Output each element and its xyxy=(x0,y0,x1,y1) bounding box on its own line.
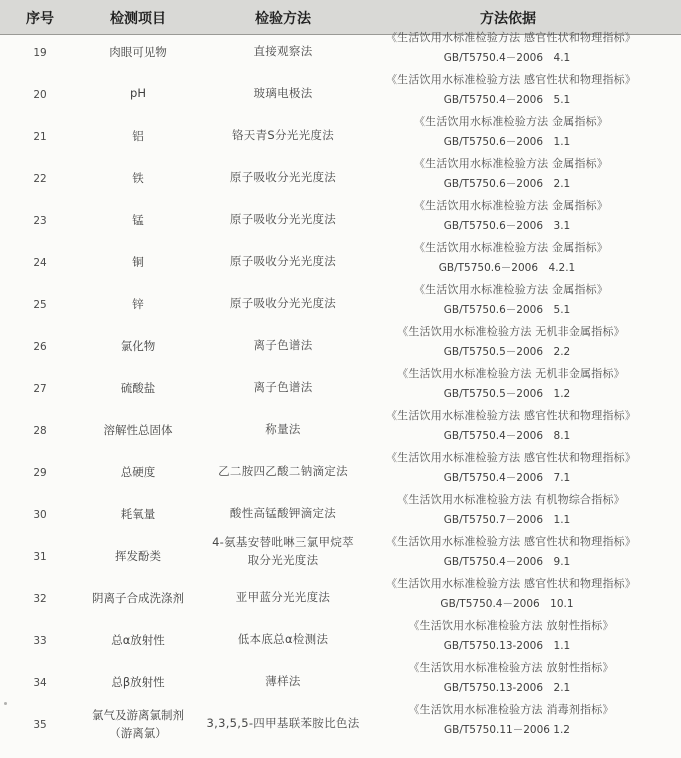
row-method: 亚甲蓝分光光度法 xyxy=(235,590,331,604)
table-row xyxy=(0,487,681,529)
row-no: 21 xyxy=(33,131,47,143)
header-no: 序号 xyxy=(26,11,54,27)
row-basis-title: 《生活饮用水标准检验方法 感官性状和物理指标》 xyxy=(385,451,637,464)
row-basis-code: GB/T5750.7－2006 1.1 xyxy=(443,514,571,526)
table-row xyxy=(0,445,681,487)
row-basis-code: GB/T5750.13-2006 1.1 xyxy=(443,640,571,652)
row-item: 总α放射性 xyxy=(111,633,165,647)
row-item: 总硬度 xyxy=(120,465,156,479)
row-basis-code: GB/T5750.11－2006 1.2 xyxy=(444,724,570,736)
row-no: 22 xyxy=(33,173,47,185)
row-no: 35 xyxy=(33,719,47,731)
row-method: 酸性高锰酸钾滴定法 xyxy=(229,506,337,520)
row-method: 薄样法 xyxy=(265,674,301,688)
row-item-line2: （游离氯） xyxy=(109,726,167,740)
row-method: 称量法 xyxy=(265,422,301,436)
row-basis-title: 《生活饮用水标准检验方法 金属指标》 xyxy=(413,199,609,212)
row-no: 33 xyxy=(33,635,47,647)
row-no: 25 xyxy=(33,299,47,311)
row-basis-code: GB/T5750.13-2006 2.1 xyxy=(443,682,571,694)
table-row xyxy=(0,193,681,235)
table-row xyxy=(0,529,681,571)
row-no: 19 xyxy=(33,47,47,59)
row-no: 31 xyxy=(33,551,47,563)
row-method: 离子色谱法 xyxy=(253,338,313,352)
row-basis-title: 《生活饮用水标准检验方法 感官性状和物理指标》 xyxy=(385,73,637,86)
row-item: 铁 xyxy=(132,171,144,185)
row-method: 玻璃电极法 xyxy=(253,86,313,100)
row-method: 原子吸收分光光度法 xyxy=(229,212,337,226)
table-row xyxy=(0,655,681,697)
row-item: 总β放射性 xyxy=(111,675,165,689)
row-method: 离子色谱法 xyxy=(253,380,313,394)
row-method: 乙二胺四乙酸二钠滴定法 xyxy=(218,464,348,478)
row-no: 34 xyxy=(33,677,47,689)
row-method-line1: 4-氨基安替吡啉三氯甲烷萃 xyxy=(212,535,354,549)
row-basis-title: 《生活饮用水标准检验方法 感官性状和物理指标》 xyxy=(385,409,637,422)
row-basis-code: GB/T5750.5－2006 2.2 xyxy=(443,346,571,358)
row-basis-title: 《生活饮用水标准检验方法 无机非金属指标》 xyxy=(397,325,625,338)
row-item-line1: 氯气及游离氯制剂 xyxy=(92,708,184,722)
table-row xyxy=(0,67,681,109)
row-no: 32 xyxy=(33,593,47,605)
table-row xyxy=(0,277,681,319)
row-basis-title: 《生活饮用水标准检验方法 感官性状和物理指标》 xyxy=(385,535,637,548)
header-item: 检测项目 xyxy=(110,11,166,27)
row-basis-title: 《生活饮用水标准检验方法 有机物综合指标》 xyxy=(397,493,625,506)
row-basis-title: 《生活饮用水标准检验方法 金属指标》 xyxy=(413,157,609,170)
row-basis-code: GB/T5750.6－2006 1.1 xyxy=(443,136,571,148)
table-row xyxy=(0,151,681,193)
table-row xyxy=(0,613,681,655)
row-basis-code: GB/T5750.6－2006 2.1 xyxy=(443,178,571,190)
row-item: 阴离子合成洗涤剂 xyxy=(92,591,184,605)
row-no: 28 xyxy=(33,425,47,437)
row-item: 肉眼可见物 xyxy=(109,45,167,59)
row-no: 20 xyxy=(33,89,47,101)
row-basis-title: 《生活饮用水标准检验方法 金属指标》 xyxy=(413,241,609,254)
scan-speck xyxy=(4,702,7,705)
row-method: 原子吸收分光光度法 xyxy=(229,170,337,184)
table-row xyxy=(0,571,681,613)
table-row xyxy=(0,235,681,277)
row-item: 锰 xyxy=(132,213,144,227)
row-basis-title: 《生活饮用水标准检验方法 感官性状和物理指标》 xyxy=(385,577,637,590)
row-basis-code: GB/T5750.4－2006 4.1 xyxy=(443,52,571,64)
row-basis-code: GB/T5750.4－2006 8.1 xyxy=(443,430,571,442)
table-row xyxy=(0,25,681,67)
row-basis-title: 《生活饮用水标准检验方法 放射性指标》 xyxy=(408,661,614,674)
row-item: 挥发酚类 xyxy=(115,549,161,563)
row-item: 铜 xyxy=(132,255,144,269)
row-basis-code: GB/T5750.4－2006 9.1 xyxy=(443,556,571,568)
row-method: 原子吸收分光光度法 xyxy=(229,296,337,310)
table-row xyxy=(0,697,681,739)
row-item: 氯化物 xyxy=(120,339,156,353)
row-basis-code: GB/T5750.6－2006 5.1 xyxy=(443,304,571,316)
row-method: 铬天青S分光光度法 xyxy=(232,128,334,142)
header-basis: 方法依据 xyxy=(480,11,536,27)
table-body xyxy=(0,25,681,739)
row-item: 硫酸盐 xyxy=(120,381,156,395)
row-basis-title: 《生活饮用水标准检验方法 金属指标》 xyxy=(413,283,609,296)
table-row xyxy=(0,361,681,403)
row-basis-title: 《生活饮用水标准检验方法 感官性状和物理指标》 xyxy=(385,31,637,44)
row-method: 低本底总α检测法 xyxy=(237,632,329,646)
row-no: 27 xyxy=(33,383,47,395)
row-item: 铝 xyxy=(132,129,144,143)
row-item: 溶解性总固体 xyxy=(103,423,173,437)
row-basis-title: 《生活饮用水标准检验方法 消毒剂指标》 xyxy=(408,703,614,716)
table-row xyxy=(0,403,681,445)
row-no: 26 xyxy=(33,341,47,353)
row-no: 30 xyxy=(33,509,47,521)
row-method: 原子吸收分光光度法 xyxy=(229,254,337,268)
row-basis-code: GB/T5750.6－2006 4.2.1 xyxy=(438,262,576,274)
table-row xyxy=(0,109,681,151)
row-no: 24 xyxy=(33,257,47,269)
row-basis-title: 《生活饮用水标准检验方法 金属指标》 xyxy=(413,115,609,128)
row-basis-code: GB/T5750.4－2006 5.1 xyxy=(443,94,571,106)
row-basis-code: GB/T5750.5－2006 1.2 xyxy=(443,388,571,400)
row-item: 锌 xyxy=(132,297,144,311)
row-no: 23 xyxy=(33,215,47,227)
row-basis-title: 《生活饮用水标准检验方法 无机非金属指标》 xyxy=(397,367,625,380)
row-no: 29 xyxy=(33,467,47,479)
row-method: 3,3,5,5-四甲基联苯胺比色法 xyxy=(206,716,360,730)
row-basis-code: GB/T5750.4－2006 10.1 xyxy=(440,598,574,610)
header-method: 检验方法 xyxy=(255,11,311,27)
row-method: 直接观察法 xyxy=(253,44,313,58)
row-method-line2: 取分光光度法 xyxy=(247,553,319,567)
row-item: 耗氧量 xyxy=(120,507,156,521)
row-basis-code: GB/T5750.6－2006 3.1 xyxy=(443,220,571,232)
row-basis-title: 《生活饮用水标准检验方法 放射性指标》 xyxy=(408,619,614,632)
row-basis-code: GB/T5750.4－2006 7.1 xyxy=(443,472,571,484)
table-row xyxy=(0,319,681,361)
row-item: pH xyxy=(130,86,146,100)
